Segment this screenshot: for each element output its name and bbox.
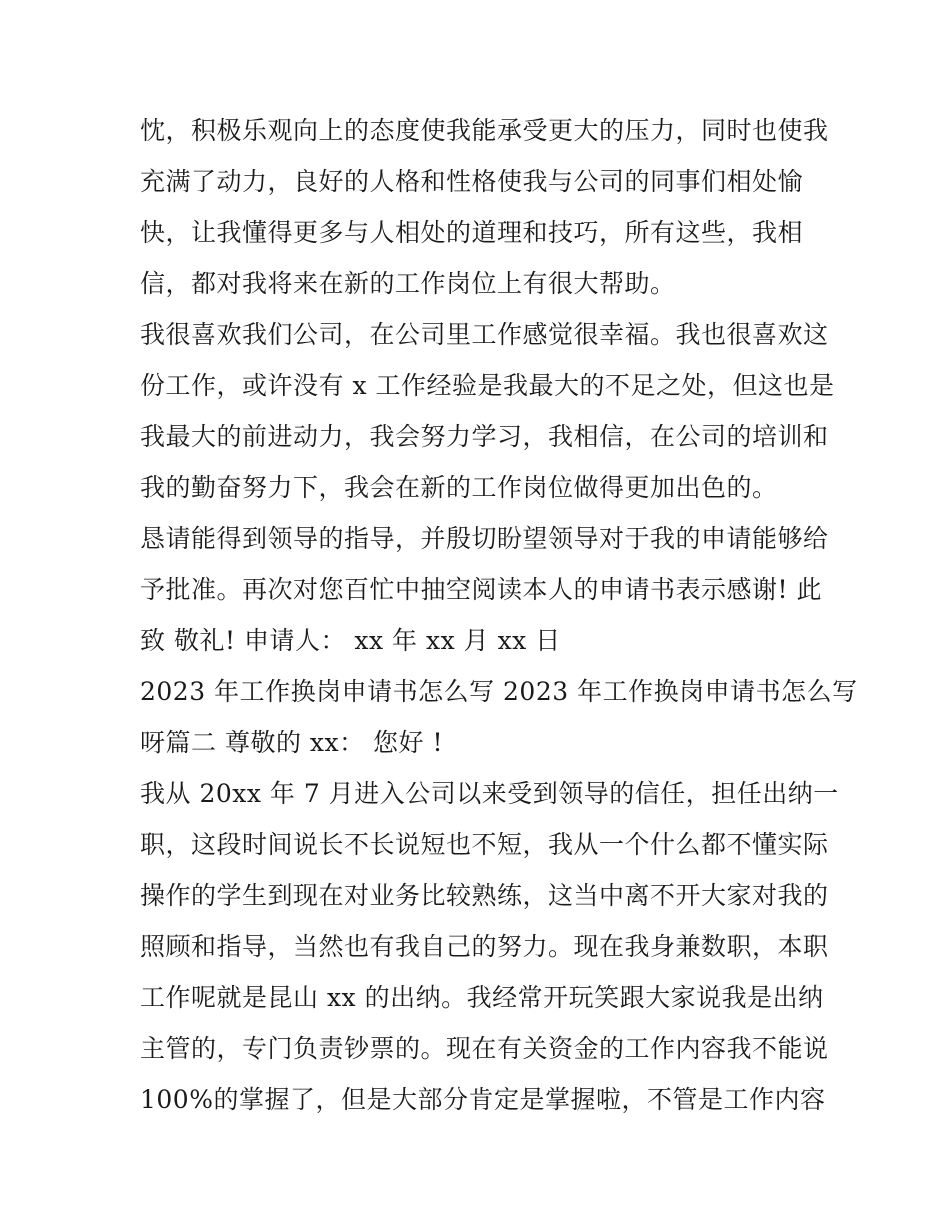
text-line: 操作的学生到现在对业务比较熟练，这当中离不开大家对我的 bbox=[140, 881, 829, 910]
text-line: 100%的掌握了，但是大部分肯定是掌握啦，不管是工作内容 bbox=[140, 1085, 826, 1114]
text-line: 信，都对我将来在新的工作岗位上有很大帮助。 bbox=[140, 269, 676, 298]
text-line: 我最大的前进动力，我会努力学习，我相信，在公司的培训和 bbox=[140, 422, 829, 451]
text-line: 致 敬礼! 申请人： xx 年 xx 月 xx 日 bbox=[140, 626, 561, 655]
text-line: 恳请能得到领导的指导，并殷切盼望领导对于我的申请能够给 bbox=[140, 524, 829, 553]
text-line: 职，这段时间说长不长说短也不短，我从一个什么都不懂实际 bbox=[140, 830, 829, 859]
text-line: 我从 20xx 年 7 月进入公司以来受到领导的信任，担任出纳一 bbox=[140, 779, 839, 808]
text-line: 呀篇二 尊敬的 xx： 您好 ! bbox=[140, 728, 444, 757]
text-line: 份工作，或许没有 x 工作经验是我最大的不足之处，但这也是 bbox=[140, 371, 835, 400]
paragraph-4-heading bbox=[140, 666, 858, 768]
text-line: 2023 年工作换岗申请书怎么写 2023 年工作换岗申请书怎么写 bbox=[140, 677, 858, 706]
paragraph-2 bbox=[140, 309, 835, 513]
text-line: 我很喜欢我们公司，在公司里工作感觉很幸福。我也很喜欢这 bbox=[140, 320, 829, 349]
paragraph-5 bbox=[140, 768, 839, 1125]
text-line: 充满了动力，良好的人格和性格使我与公司的同事们相处愉 bbox=[140, 167, 804, 196]
text-line: 快，让我懂得更多与人相处的道理和技巧，所有这些，我相 bbox=[140, 218, 804, 247]
text-line: 主管的，专门负责钞票的。现在有关资金的工作内容我不能说 bbox=[140, 1034, 829, 1063]
text-line: 工作呢就是昆山 xx 的出纳。我经常开玩笑跟大家说我是出纳 bbox=[140, 983, 824, 1012]
text-line: 我的勤奋努力下，我会在新的工作岗位做得更加出色的。 bbox=[140, 473, 778, 502]
paragraph-3 bbox=[140, 513, 829, 666]
text-line: 予批准。再次对您百忙中抽空阅读本人的申请书表示感谢! 此 bbox=[140, 575, 822, 604]
paragraph-1 bbox=[140, 105, 829, 309]
text-line: 忱，积极乐观向上的态度使我能承受更大的压力，同时也使我 bbox=[140, 116, 829, 145]
text-line: 照顾和指导，当然也有我自己的努力。现在我身兼数职，本职 bbox=[140, 932, 829, 961]
document-body bbox=[140, 105, 858, 1125]
